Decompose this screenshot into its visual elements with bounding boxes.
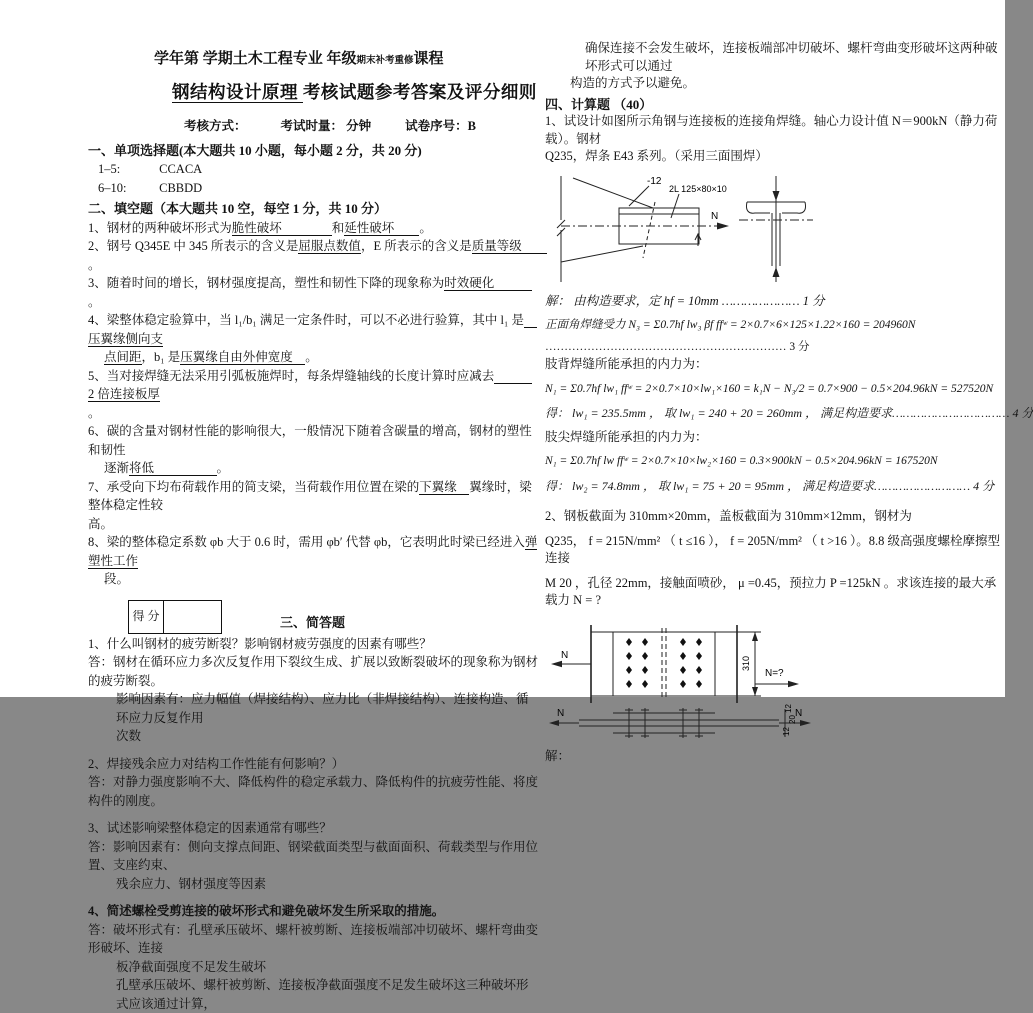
qa-answer-line: 答：破坏形式有：孔壁承压破坏、螺杆被剪断、连接板端部冲切破坏、螺杆弯曲变形破坏、连接: [88, 922, 539, 955]
text-part: 压翼缘自由外伸宽度: [180, 350, 306, 364]
bolt-group: [626, 638, 702, 688]
score-dots-line: ……………………………………………………… 3 分: [545, 340, 810, 353]
text-part: 3、随着时间的增长，钢材强度提高，塑性和韧性下降的现象称为: [88, 276, 445, 290]
axial-force-label: N: [711, 210, 719, 222]
section-3-heading: 三、简答题: [280, 615, 346, 630]
qa-answer-continuation: 构造的方式予以避免。: [570, 76, 696, 90]
score-box-label: 得 分: [129, 601, 164, 633]
force-arrowhead: [717, 222, 729, 229]
plate-thickness-label: -12: [647, 175, 662, 187]
text-part: 5、当对接焊缝无法采用引弧板施焊时，每条焊缝轴线的长度计算时应减去: [88, 368, 495, 383]
weld-connection-diagram: [551, 170, 821, 286]
qa-answer-line: 孔壁承压破坏、螺杆被剪断、连接板净截面强度不足发生破坏这三种破坏形式应该通过计算，: [116, 978, 529, 1011]
text-part: 4、梁整体稳定验算中，当 l₁/b₁ 满足一定条件时，可以不必进行验算，其中 l₁ 是: [88, 313, 524, 327]
dim-arrow-bottom: [752, 687, 758, 696]
fill-item-line: [88, 367, 538, 404]
plan-splice-gap: [662, 628, 666, 700]
fill-item-line: [88, 274, 538, 311]
text-part: ，E 所表示的含义是: [360, 239, 472, 253]
left-column: [88, 46, 547, 1013]
fill-item-line: [88, 219, 538, 238]
text-part: 钢结构设计原理: [172, 81, 303, 102]
fill-item-line: [88, 422, 538, 459]
heel-weld-caption: 肢背焊缝所能承担的内力为：: [545, 357, 708, 371]
choice-range: 1–5:: [98, 162, 121, 176]
result-toe-weld: 得： lw₂ = 74.8mm ， 取 lw₁ = 75 + 20 = 95mm ， 满足构造要求……………………… 4 分: [545, 478, 995, 493]
text-part: 。: [305, 350, 318, 364]
qa-answer-line: 答：对静力强度影响不大、降低构件的稳定承载力、降低构件的抗疲劳性能、将度构件的刚度。: [88, 775, 539, 808]
section-2-heading: 二、填空题（本大题共 10 空，每空 1 分，共 10 分）: [88, 201, 388, 216]
dim-12-bottom-label: 12: [782, 726, 791, 736]
text-part: 。: [88, 257, 101, 272]
qa-answer-continuation: 确保连接不会发生破坏，连接板端部冲切破坏、螺杆弯曲变形破坏这两种破坏形式可以通过: [585, 41, 998, 73]
fill-item-line: [88, 459, 538, 478]
fill-item-line: [88, 533, 538, 570]
fill-item-line: [88, 478, 538, 515]
text-part: 逐渐: [104, 461, 130, 475]
exam-method-label: 考核方式：: [184, 119, 247, 133]
toe-weld-caption: 肢尖焊缝所能承担的内力为：: [545, 429, 708, 444]
text-part: 弹塑性工作: [88, 535, 538, 568]
text-part: 延性破坏: [344, 220, 420, 235]
text-part: 高。: [88, 516, 114, 531]
text-part: 学年第 学期土木工程专业 年级: [154, 51, 357, 67]
dim-310-label: 310: [741, 655, 751, 671]
qa-question: 2、焊接残余应力对结构工作性能有何影响？）: [88, 756, 345, 771]
elev-force-label-right: N: [795, 707, 803, 719]
bolted-splice-diagram: [549, 616, 819, 744]
text-part: 1、钢材的两种破坏形式为: [88, 220, 232, 235]
calc1-problem-line: 1、试设计如图所示角钢与连接板的连接角焊缝。轴心力设计值 N＝900kN（静力荷载）。钢材: [545, 114, 998, 146]
exam-meta-row: [184, 117, 538, 136]
elev-arrow-right: [800, 720, 811, 726]
weld-arrow-top: [773, 191, 780, 201]
qa-answer-line: 影响因素有：应力幅值（焊接结构）、应力比（非焊接结构）、连接构造、循环应力反复作用: [116, 692, 529, 725]
choice-range: 6–10:: [98, 180, 127, 195]
paper-title: [172, 83, 538, 102]
text-part: 。: [88, 294, 101, 309]
qa-question: 1、什么叫钢材的疲劳断裂？影响钢材疲劳强度的因素有哪些？: [88, 636, 432, 651]
text-part: 7、承受向下均布荷载作用的简支梁，当荷载作用位置在梁的: [88, 479, 420, 494]
solution-intro-line: 解： 由构造要求，定 hf = 10mm ………………… 1 分: [545, 293, 825, 308]
dim-20-label: 20: [788, 714, 797, 724]
text-part: ，b₁ 是: [141, 350, 181, 364]
text-part: 6、碳的含量对钢材性能的影响很大，一般情况下随着含碳量的增高，钢材的塑性和韧性: [88, 424, 532, 457]
calc2-problem-line: 2、钢板截面为 310mm×20mm，盖板截面为 310mm×12mm，钢材为: [545, 509, 912, 523]
calc2-problem-line: Q235， f = 215N/mm² （ t ≤16 ）， f = 205N/mm² （ t >16 ）。8.8 级高强度螺栓摩擦型连接: [545, 533, 1000, 565]
plan-arrow-left: [551, 660, 562, 666]
text-part: 。: [419, 220, 432, 235]
text-part: 2 倍连接板厚: [88, 368, 532, 401]
elev-main-plate: [579, 720, 779, 726]
choice-answer-row: [98, 160, 538, 179]
text-part: 将低: [129, 461, 217, 475]
score-box-row: [128, 598, 538, 634]
qa-answer-line: 答：钢材在循环应力多次反复作用下裂纹生成、扩展以致断裂破坏的现象称为钢材的疲劳断裂。: [88, 655, 539, 688]
text-part: 。: [88, 405, 101, 420]
text-part: 考核试题参考答案及评分细则: [302, 81, 537, 102]
fill-item-line: [88, 237, 547, 274]
elev-arrow-left: [549, 720, 559, 726]
fill-item-line: [88, 570, 538, 589]
gusset-edge-top: [573, 178, 653, 208]
arrow-nq: [788, 680, 799, 686]
solution-2-label: 解：: [545, 748, 571, 763]
choice-answer-row: [98, 179, 538, 198]
qa-answer-line: 板净截面强度不足发生破坏: [116, 959, 267, 974]
text-part: 课程: [413, 51, 444, 67]
calc1-problem-line: Q235，焊条 E43 系列。（采用三面围焊）: [545, 149, 768, 163]
elev-cover-top: [613, 713, 715, 720]
score-box: [128, 600, 222, 634]
formula-heel-weld: N₁ = Σ0.7hf lw₁ ffʷ = 2×0.7×10×lw₁×160 = k₁N − N₃/2 = 0.7×900 − 0.5×204.96kN = 527520N: [545, 382, 994, 395]
choice-letters: CBBDD: [159, 180, 203, 195]
force-nq-label: N=?: [765, 667, 784, 679]
qa-answer-line: 残余应力、钢材强度等因素: [116, 876, 267, 891]
calc2-problem-line: M 20 ，孔径 22mm，接触面喷砂， μ =0.45，预拉力 P =125kN 。求该连接的最大承载力 N = ?: [545, 575, 997, 607]
text-part: 段。: [104, 572, 130, 586]
qa-question: 3、试述影响梁整体稳定的因素通常有哪些？: [88, 821, 332, 835]
score-box-value-cell: [164, 601, 221, 633]
qa-answer-line: 次数: [116, 729, 142, 743]
gusset-edge-bottom: [561, 246, 643, 262]
angle-size-label: 2L 125×80×10: [669, 183, 727, 194]
text-part: 下翼缘: [419, 479, 470, 494]
dim-arrow-top: [752, 632, 758, 641]
text-part: 质量等级: [471, 239, 547, 253]
choice-letters: CCACA: [159, 162, 203, 176]
text-part: 。: [216, 461, 230, 475]
text-part: 屈服点数值: [298, 239, 361, 253]
course-header-line: [154, 50, 538, 71]
qa-answer-line: 答：影响因素有：侧向支撑点间距、钢梁截面类型与截面面积、荷载类型与作用位置、支座约束、: [88, 839, 539, 872]
plan-force-label-left: N: [561, 649, 569, 661]
dim-12-top-label: 12: [784, 703, 793, 713]
hidden-edge-dashed: [643, 202, 655, 258]
exam-duration-label: 考试时量： 分钟: [280, 119, 372, 133]
elev-force-label-left: N: [557, 707, 565, 719]
text-part: 压翼缘侧向支: [88, 313, 537, 346]
fill-item-line: [88, 311, 538, 348]
section-4-heading: 四、计算题 （40）: [545, 96, 653, 112]
text-part: 脆性破坏: [231, 220, 332, 235]
qa-question: 4、简述螺栓受剪连接的破坏形式和避免破坏发生所采取的措施。: [88, 904, 445, 918]
text-part: 2、钢号 Q345E 中 345 所表示的含义是: [88, 239, 299, 253]
text-part: 8、梁的整体稳定系数 φb 大于 0.6 时，需用 φb′ 代替 φb，它表明此时梁已经进入: [88, 535, 525, 549]
text-part: 和: [331, 220, 345, 235]
exam-serial-label: 试卷序号：B: [405, 119, 476, 133]
text-part: 期末补考重修: [356, 56, 414, 66]
fill-item-line: [88, 348, 538, 367]
section-1-heading: 一、单项选择题(本大题共 10 小题，每小题 2 分，共 20 分): [88, 142, 422, 158]
weld-arrow-bottom: [773, 267, 780, 277]
fill-item-line: [88, 404, 538, 423]
fill-item-line: [88, 515, 538, 534]
formula-front-weld: 正面角焊缝受力 N₃ = Σ0.7hf lw₃ βf ffʷ = 2×0.7×6×125×1.22×160 = 204960N: [545, 319, 916, 331]
text-part: 翼缘时，梁整体稳定性较: [88, 479, 532, 512]
formula-toe-weld: N₁ = Σ0.7hf lw ffʷ = 2×0.7×10×lw₂×160 = 0.3×900kN − 0.5×204.96kN = 167520N: [545, 455, 938, 467]
elev-cover-bottom: [613, 726, 715, 733]
text-part: 时效硬化: [444, 276, 532, 290]
text-part: 点间距: [104, 350, 142, 364]
gusset-edge-left: [557, 176, 565, 282]
right-column: [545, 40, 1033, 765]
result-heel-weld: 得： lw₁ = 235.5mm ， 取 lw₁ = 240 + 20 = 260mm ， 满足构造要求…………………………… 4 分: [545, 406, 1033, 420]
